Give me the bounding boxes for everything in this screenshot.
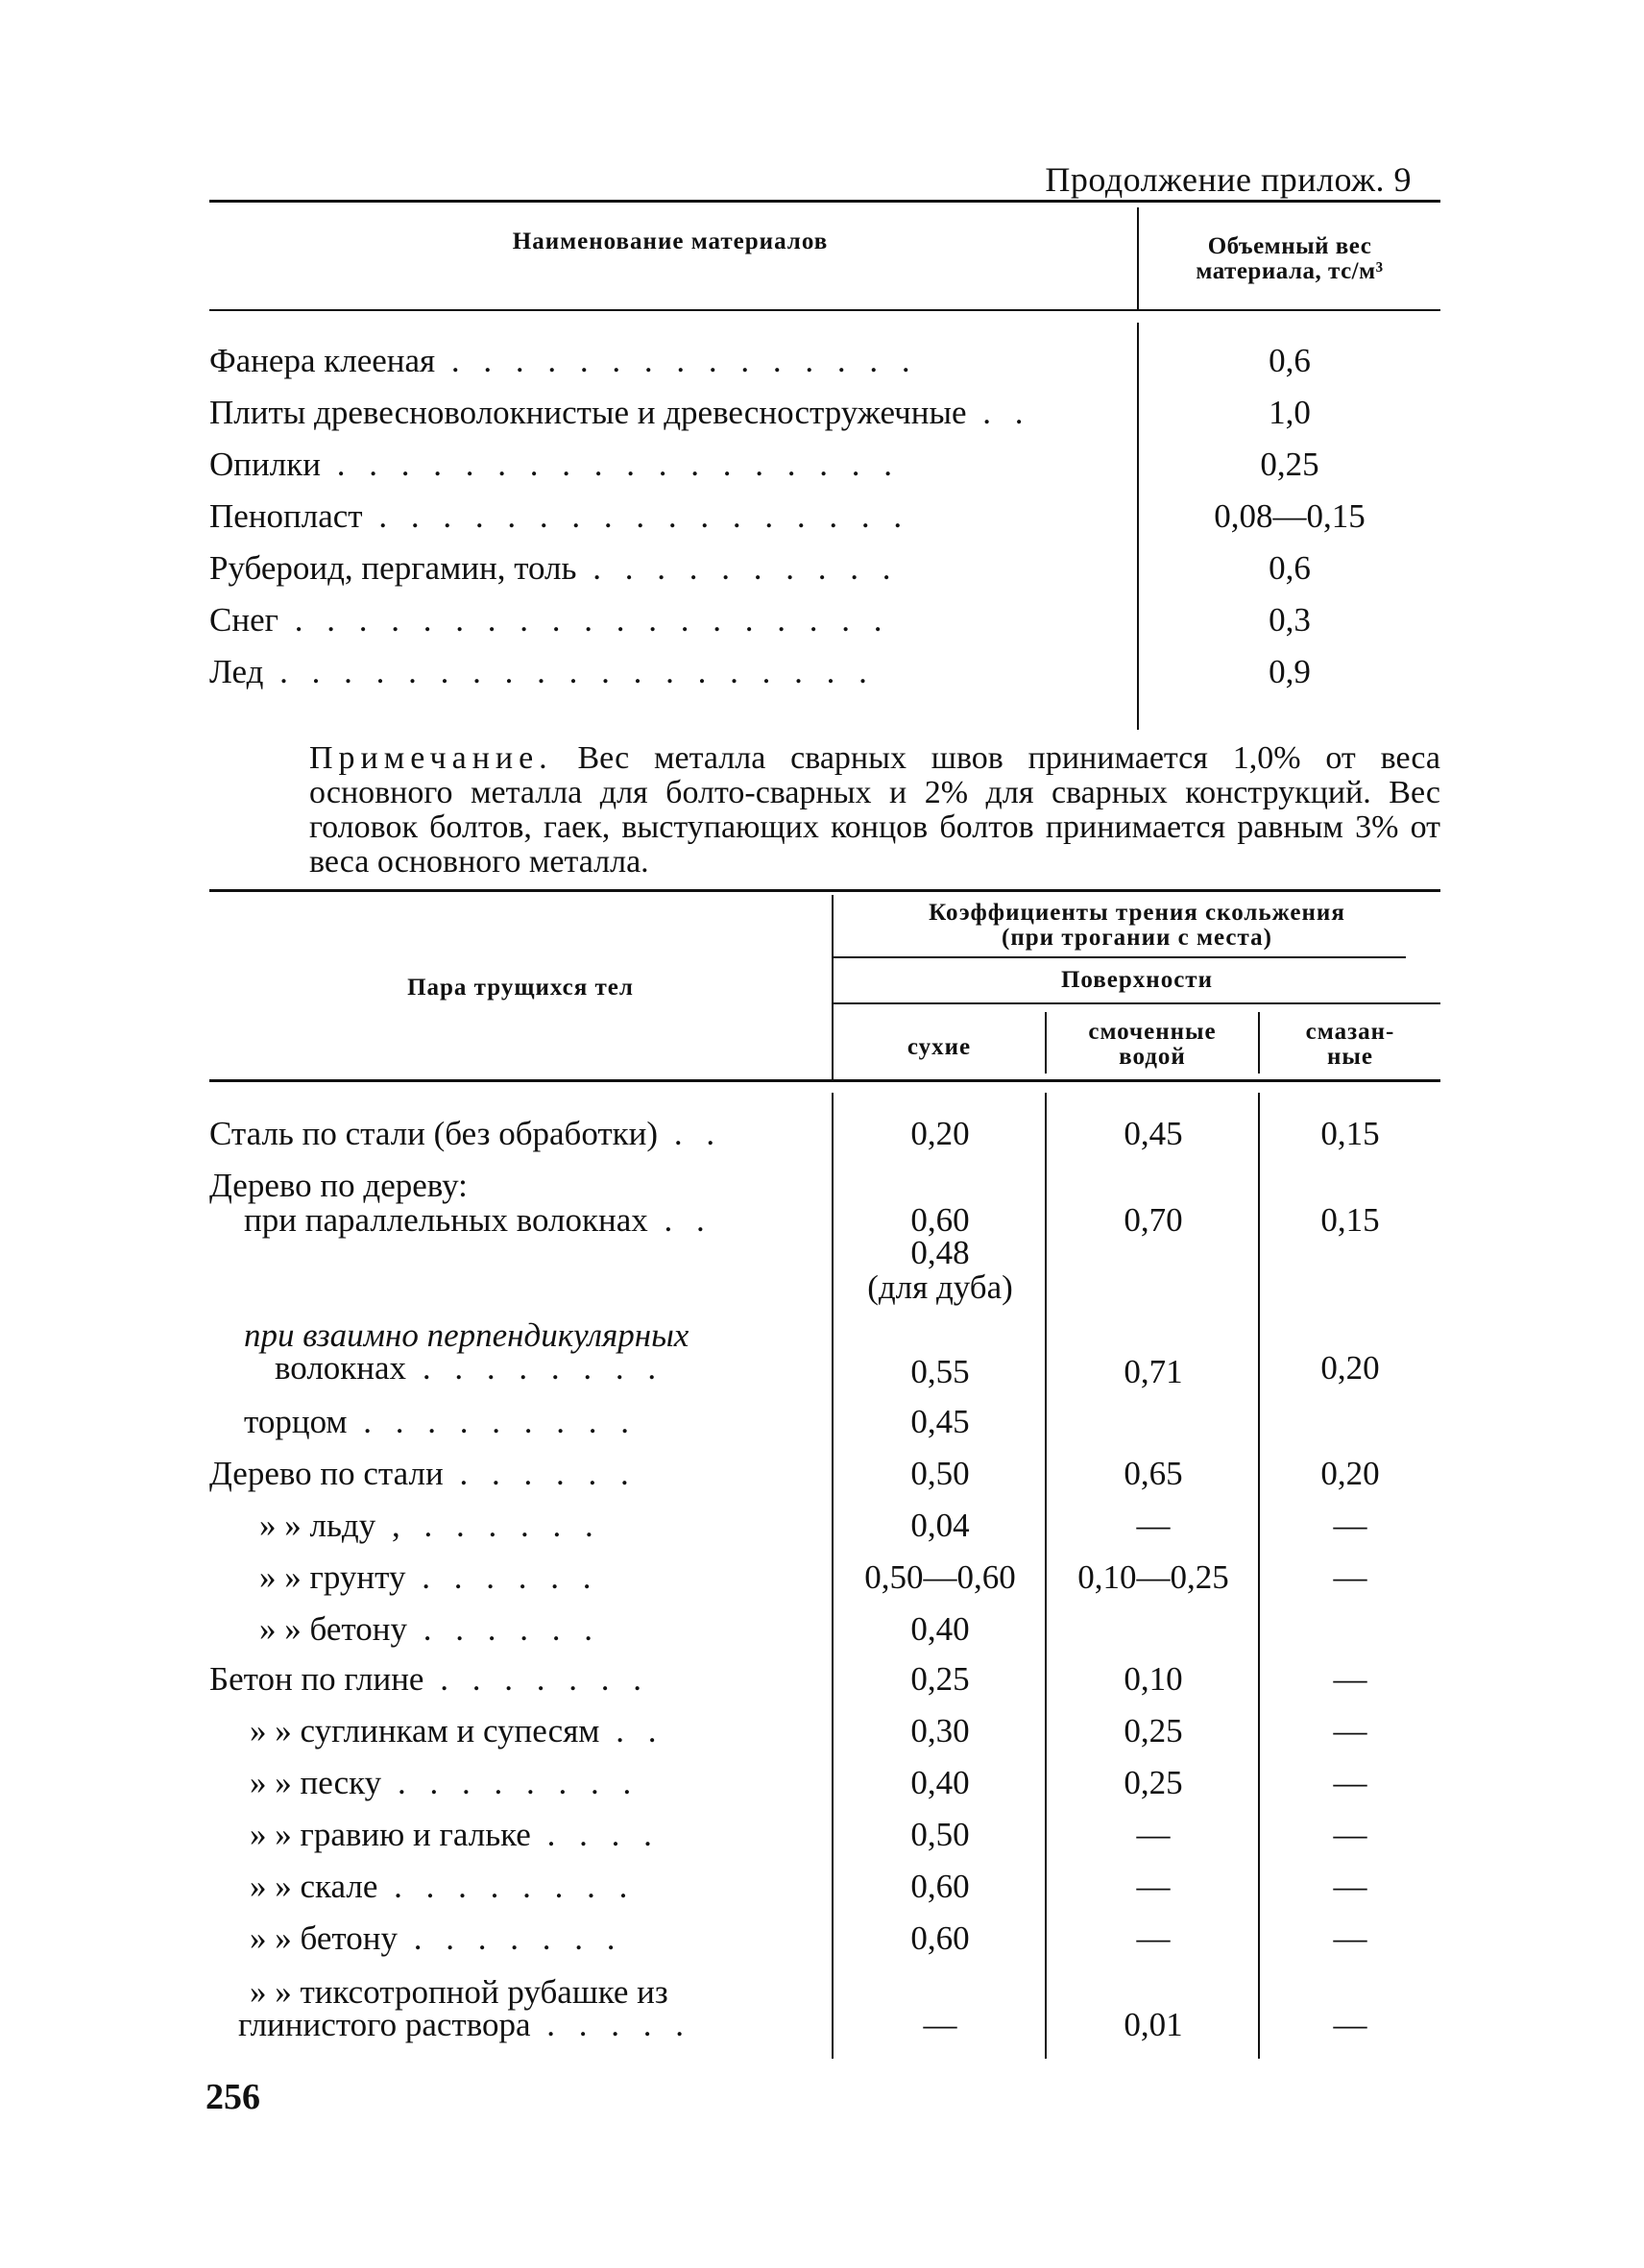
pair-label [209,1168,807,1204]
header-dry: сухие [907,1034,972,1060]
wet-value: 0,70 [1124,1201,1183,1239]
leader-dots: . . . . . . . . [406,1349,665,1387]
material-value: 0,25 [1260,446,1319,483]
material-label [209,497,1131,536]
pair-label [209,1456,807,1492]
leader-dots: , . . . . . . [375,1507,601,1544]
header-lubricated [1260,1020,1440,1070]
material-name: Рубероид, пергамин, толь [209,549,577,587]
table-row [209,446,1440,495]
wet-value: 0,01 [1124,2006,1183,2043]
page-number: 256 [206,2077,260,2117]
dry-value: 0,60 [910,1201,970,1239]
dry-value: 0,55 [910,1353,970,1390]
dry-value: 0,40 [910,1764,970,1801]
pair-name: » » гравию и гальке [250,1816,531,1853]
header-lubricated-line2: ные [1326,1044,1374,1070]
material-label [209,549,1131,588]
pair-name: торцом [244,1403,348,1440]
lubricated-value: 0,15 [1320,1115,1380,1152]
lubricated-value: — [1333,1919,1367,1957]
leader-dots: . . [599,1712,665,1749]
leader-dots: . . [647,1201,713,1239]
table-row [209,342,1440,392]
material-name: Лед [209,653,264,690]
dry-value: 0,50 [910,1455,970,1492]
header-bottom-rule [209,1079,1440,1082]
dry-value: 0,30 [910,1712,970,1749]
lubricated-value: — [1333,1507,1367,1544]
pair-label [209,1765,847,1801]
leader-dots: . . . . . . . . [381,1764,640,1801]
leader-dots: . . . . . . . . . [347,1403,638,1440]
dry-value: — [923,2006,957,2043]
leader-dots: . . . . . . [405,1558,599,1596]
lubricated-value: 0,15 [1320,1201,1380,1239]
pair-name: » » бетону [259,1610,407,1648]
pair-name: Дерево по стали [209,1455,444,1492]
wet-value: 0,71 [1124,1353,1183,1390]
material-name: Пенопласт [209,497,363,535]
leader-dots: . . [658,1115,723,1152]
header-wet-line1: смоченные [1088,1019,1217,1045]
leader-dots: . . . . . . . . . . . . . . . . . . . [263,653,875,690]
pair-label [209,1920,847,1957]
pair-name: » » бетону [250,1919,398,1957]
wet-value: 0,10 [1124,1660,1183,1698]
pair-name: Бетон по глине [209,1660,424,1698]
material-name: Опилки [209,446,321,483]
leader-dots: . . . . . . . . [377,1868,636,1905]
pair-label [209,1611,857,1648]
dry-value: 0,04 [910,1507,970,1544]
table-row [209,601,1440,651]
material-value: 0,9 [1269,653,1311,690]
pair-label [209,1713,847,1749]
material-value: 0,6 [1269,549,1311,587]
header-coefficients-line1: Коэффициенты трения скольжения [929,900,1345,926]
table-row [209,497,1440,547]
material-name: Снег [209,601,278,639]
lubricated-value: — [1333,1868,1367,1905]
table-row [209,653,1440,703]
material-value: 1,0 [1269,394,1311,431]
leader-dots: . . . . . . . . . . . . . . . . . . [320,446,900,483]
pair-name: » » скале [250,1868,378,1905]
surfaces-header-rule [834,1002,1440,1004]
material-value: 0,08—0,15 [1214,497,1366,535]
material-label [209,653,1131,691]
dry-value: 0,45 [910,1403,970,1440]
dry-value: 0,50—0,60 [864,1558,1016,1596]
lubricated-value: — [1333,1660,1367,1698]
material-name: Фанера клееная [209,342,436,379]
pair-label [209,2007,835,2043]
leader-dots: . . . . . . [443,1455,637,1492]
pair-name: глинистого раствора [238,2006,531,2043]
materials-weight-table [209,200,1440,730]
table-top-rule [209,889,1440,892]
pair-label [209,1508,857,1544]
header-coefficients-line2: (при трогании с места) [1002,925,1272,951]
header-surfaces: Поверхности [1060,967,1213,993]
leader-dots: . . . . . . . [397,1919,623,1957]
leader-dots: . . . . . . . . . . . . . . . . . . . [278,601,890,639]
header-volume-weight-line2: материала, тс/м³ [1196,258,1384,284]
pair-label [209,1869,847,1905]
pair-label [209,1559,857,1596]
leader-dots: . . . . . [530,2006,692,2043]
leader-dots: . . . . . . . . . . . . . . . . . [362,497,910,535]
lubricated-value: — [1333,2006,1367,2043]
header-wet-line2: водой [1119,1044,1186,1070]
pair-label [209,1404,841,1440]
dry-value: 0,48 [910,1234,970,1271]
wet-value: 0,45 [1124,1115,1183,1152]
wet-value: — [1136,1868,1171,1905]
dry-value: (для дуба) [867,1268,1013,1306]
header-volume-weight-line1: Объемный вес [1207,233,1372,259]
header-wet [1047,1020,1258,1070]
pair-label [209,1817,847,1853]
table-row [209,549,1440,599]
pair-label [209,1202,841,1239]
pair-name: Дерево по дереву: [209,1167,468,1204]
wet-value: — [1136,1919,1171,1957]
pair-name: волокнах [275,1349,407,1387]
pair-name: Сталь по стали (без обработки) [209,1115,659,1152]
pair-label [209,1350,872,1387]
wet-value: 0,25 [1124,1764,1183,1801]
dry-value: 0,60 [910,1868,970,1905]
material-label [209,394,1131,432]
header-friction-pair: Пара трущихся тел [407,975,634,1001]
lubricated-value: — [1333,1764,1367,1801]
note-lead: Примечание. [309,740,553,776]
lubricated-value: 0,20 [1320,1349,1380,1387]
dry-value: 0,20 [910,1115,970,1152]
lubricated-value: 0,20 [1320,1455,1380,1492]
leader-dots: . . [966,394,1031,431]
pair-name: при параллельных волокнах [244,1201,648,1239]
note-paragraph [309,741,1440,880]
wet-value: — [1136,1816,1171,1853]
leader-dots: . . . . . . . [423,1660,649,1698]
header-bottom-rule [209,309,1440,311]
pair-label [209,1661,807,1698]
wet-value: 0,65 [1124,1455,1183,1492]
wet-value: 0,25 [1124,1712,1183,1749]
note-text: Вес металла сварных швов принимается 1,0% от веса основного металла для болто-сварных и 2% для сварных конструкций. Вес головок болтов, гаек, выступающих концов болтов принимается равным 3% от веса основного металла. [309,740,1440,880]
pair-label [209,1116,807,1152]
material-label [209,446,1131,484]
pair-name: » » песку [250,1764,382,1801]
pair-name: » » суглинкам и супесям [250,1712,600,1749]
dry-value: 0,25 [910,1660,970,1698]
header-material-name: Наименование материалов [512,229,829,254]
dry-value: 0,40 [910,1610,970,1648]
lubricated-value: — [1333,1816,1367,1853]
friction-coefficients-table [209,889,1440,2061]
material-label [209,342,1131,380]
lubricated-value: — [1333,1558,1367,1596]
material-name: Плиты древесноволокнистые и древесностружечные [209,394,967,431]
pair-name: при взаимно перпендикулярных [244,1316,689,1354]
pair-name: » » льду [259,1507,376,1544]
leader-dots: . . . . . . [406,1610,600,1648]
dry-value: 0,60 [910,1919,970,1957]
leader-dots: . . . . . . . . . . . . . . . [435,342,918,379]
material-value: 0,3 [1269,601,1311,639]
header-lubricated-line1: смазан- [1305,1019,1395,1045]
wet-value: — [1136,1507,1171,1544]
coef-header-rule [834,956,1406,958]
table-top-rule [209,200,1440,203]
dry-value: 0,50 [910,1816,970,1853]
lubricated-value: — [1333,1712,1367,1749]
header-volume-weight [1139,234,1440,284]
leader-dots: . . . . [530,1816,660,1853]
pair-name: » » грунту [259,1558,406,1596]
running-head: Продолжение прилож. 9 [1045,160,1412,199]
material-value: 0,6 [1269,342,1311,379]
header-coefficients [834,901,1440,951]
wet-value: 0,10—0,25 [1077,1558,1229,1596]
pair-name: » » тиксотропной рубашке из [250,1973,668,2011]
leader-dots: . . . . . . . . . . [576,549,899,587]
material-label [209,601,1131,639]
table-row [209,394,1440,444]
